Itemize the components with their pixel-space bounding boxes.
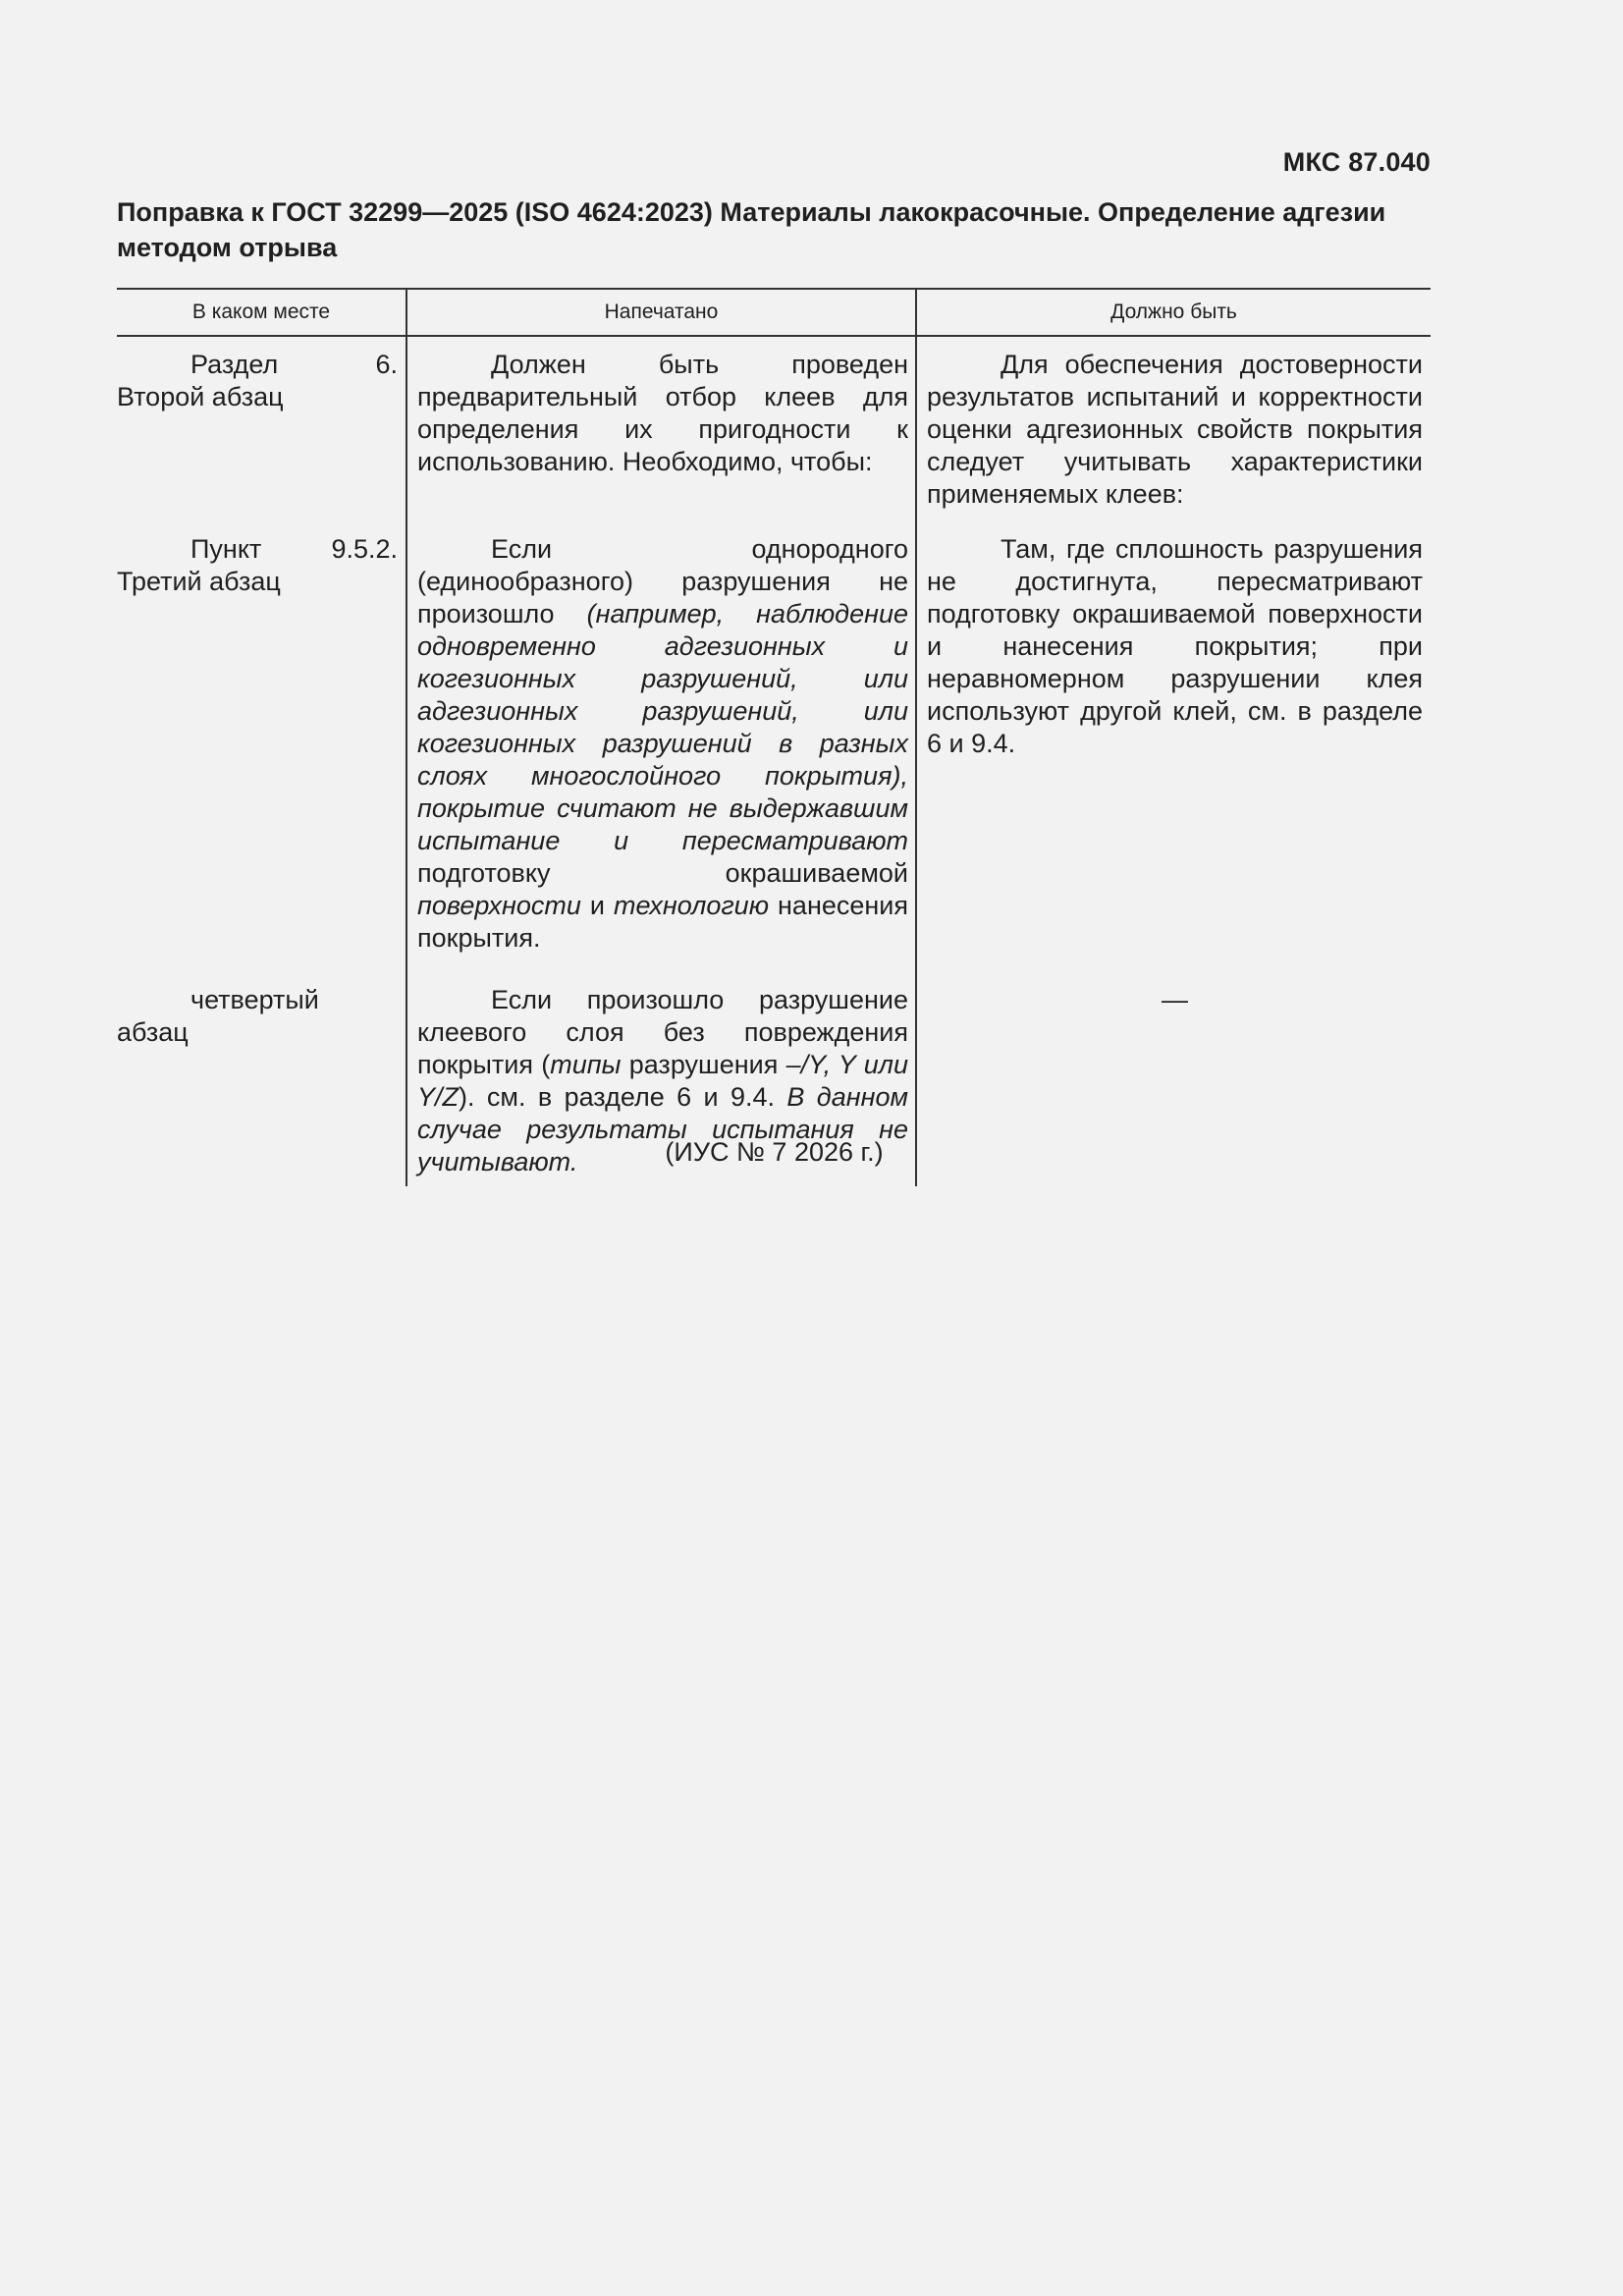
table-header	[117, 288, 1431, 337]
where-text: Раздел 6. Второй абзац	[117, 350, 398, 411]
printed-run-italic: –/Y, Y или Y/Z	[417, 1050, 908, 1112]
footer-issue-note: (ИУС № 7 2026 г.)	[665, 1137, 884, 1167]
printed-run: подготовку окрашиваемой	[417, 858, 908, 888]
printed-run: Если однородного (единообразного) разрушения не произошло	[417, 534, 908, 629]
printed-run-italic: типы	[550, 1050, 622, 1079]
cell-printed	[406, 521, 915, 972]
table-row	[117, 521, 1431, 972]
should-text: Для обеспечения достоверности результатов испытаний и корректности оценки адгезионных свойств покрытия следует учитывать характеристики применяемых клеев:	[927, 350, 1423, 509]
printed-run: Если произошло разрушение клеевого слоя без повреждения покрытия (	[417, 985, 908, 1079]
printed-text	[417, 533, 908, 955]
printed-run: и	[580, 891, 615, 920]
printed-text	[417, 349, 908, 478]
cell-should-be	[915, 337, 1431, 521]
table-row	[117, 337, 1431, 521]
cell-where	[117, 521, 406, 972]
where-text: Пункт 9.5.2. Третий абзац	[117, 534, 398, 596]
cell-where	[117, 337, 406, 521]
printed-run: Должен быть проведен предварительный отбор клеев для определения их пригодности к использованию. Необходимо, чтобы:	[417, 350, 908, 476]
classification-code: МКС 87.040	[1282, 147, 1431, 177]
printed-run: нанесения покрытия.	[417, 891, 908, 953]
cell-should-be	[915, 521, 1431, 972]
header-should-be: Должно быть	[915, 290, 1431, 335]
printed-run-italic: технологию	[614, 891, 769, 920]
printed-run-italic: поверхности	[417, 891, 581, 920]
document-title: Поправка к ГОСТ 32299—2025 (ISO 4624:2023) Материалы лакокрасочные. Определение адгезии методом отрыва	[117, 197, 1386, 262]
amendment-table	[117, 288, 1431, 1186]
printed-run-italic: В данном случае результаты испытания не учитывают.	[417, 1082, 908, 1176]
printed-run: разрушения	[621, 1050, 786, 1079]
cell-printed	[406, 337, 915, 521]
header-printed: Напечатано	[406, 290, 915, 335]
header-where: В каком месте	[191, 301, 331, 323]
should-text: Там, где сплошность разрушения не достигнута, пересматривают подготовку окрашиваемой поверхности и нанесения покрытия; при неравномерном разрушении клея используют другой клей, см. в разделе 6 и 9.4.	[927, 534, 1423, 758]
should-text: —	[1162, 985, 1188, 1014]
printed-run-italic: (например, наблюдение одновременно адгезионных и когезионных разрушений, или адгезионных разрушений, или когезионных разрушений в разных слоях многослойного покрытия), покрытие считают не выдержавшим испытание и пересматривают	[417, 599, 908, 855]
where-text: четвертый абзац	[117, 985, 319, 1047]
printed-run: ). см. в разделе 6 и 9.4.	[459, 1082, 787, 1112]
